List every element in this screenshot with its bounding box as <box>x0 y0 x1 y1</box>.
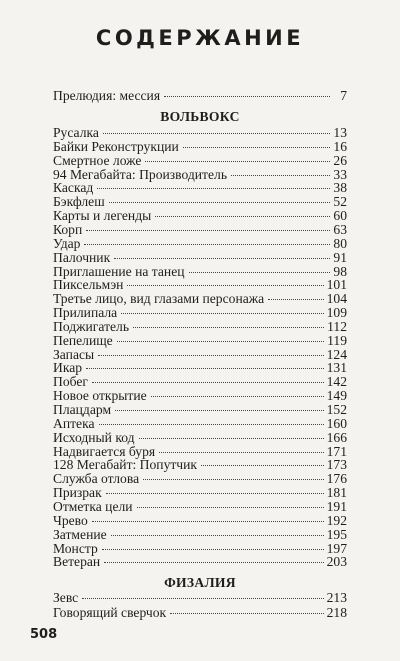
toc-entry-page: 52 <box>333 194 347 210</box>
dot-leader <box>121 313 323 314</box>
page-heading: СОДЕРЖАНИЕ <box>95 26 305 50</box>
toc-entry-title: Служба отлова <box>53 471 140 487</box>
toc-entry-title: 94 Мегабайта: Производитель <box>53 166 228 182</box>
toc-entry-page: 192 <box>326 512 347 528</box>
toc-entry-title: Карты и легенды <box>53 208 152 224</box>
dot-leader <box>98 355 323 356</box>
toc-entry-title: Байки Реконструкции <box>53 138 179 154</box>
toc-entry-title: Говорящий сверчок <box>53 605 167 620</box>
toc-entry-title: Исходный код <box>53 429 135 445</box>
toc-entry-title: Ветеран <box>53 554 101 570</box>
toc-entry-page: 119 <box>327 332 347 348</box>
toc-entry-title: Аптека <box>53 415 95 431</box>
section-title-physalia: ФИЗАЛИЯ <box>164 575 236 590</box>
dot-leader <box>104 562 323 563</box>
toc-entry-title: 128 Мегабайт: Попутчик <box>53 457 198 473</box>
dot-leader <box>99 424 324 425</box>
toc-entry-page: 63 <box>333 221 347 237</box>
dot-leader <box>164 96 330 97</box>
toc-entry-title: Пепелище <box>53 332 113 348</box>
dot-leader <box>133 327 324 328</box>
dot-leader <box>189 272 330 273</box>
dot-leader <box>106 493 324 494</box>
dot-leader <box>115 410 324 411</box>
dot-leader <box>111 535 324 536</box>
toc-entry-page: 98 <box>333 263 347 279</box>
dot-leader <box>102 549 324 550</box>
page-number: 508 <box>30 627 58 642</box>
toc-entry-title: Монстр <box>53 540 98 556</box>
toc-entry-title: Затмение <box>53 526 107 542</box>
toc-entry-title: Прелюдия: мессия <box>53 88 161 103</box>
dot-leader <box>92 382 324 383</box>
toc-entry-page: 131 <box>326 360 347 376</box>
toc-entry-title: Поджигатель <box>53 318 130 334</box>
toc-entry-title: Новое открытие <box>53 388 147 404</box>
toc-entry-page: 124 <box>326 346 347 362</box>
dot-leader <box>86 230 330 231</box>
dot-leader <box>139 438 324 439</box>
dot-leader <box>86 368 324 369</box>
toc-entry-page: 149 <box>326 388 347 404</box>
dot-leader <box>201 465 324 466</box>
dot-leader <box>82 598 323 599</box>
dot-leader <box>109 202 330 203</box>
toc-entry-title: Каскад <box>53 180 94 196</box>
toc-entry-page: 203 <box>326 554 347 570</box>
toc-entry-page: 173 <box>326 457 347 473</box>
toc-entry-title: Отметка цели <box>53 498 133 514</box>
toc-entry-page: 142 <box>326 374 347 390</box>
dot-leader <box>145 161 330 162</box>
dot-leader <box>143 479 324 480</box>
toc-entry-title: Смертное ложе <box>53 152 142 168</box>
toc-entry-title: Приглашение на танец <box>53 263 185 279</box>
dot-leader <box>84 244 330 245</box>
toc-entry-page: 195 <box>326 526 347 542</box>
toc-entry-page: 26 <box>333 152 347 168</box>
toc-entry-page: 166 <box>326 429 347 445</box>
dot-leader <box>137 507 324 508</box>
toc-entry-page: 38 <box>333 180 347 196</box>
toc-entry-page: 101 <box>326 277 347 293</box>
toc-entry-page: 181 <box>326 485 347 501</box>
dot-leader <box>155 216 330 217</box>
toc-entry-page: 112 <box>327 318 347 334</box>
toc-entry-page: 33 <box>333 166 347 182</box>
toc-entry-title: Плацдарм <box>53 402 112 417</box>
dot-leader <box>103 133 330 134</box>
dot-leader <box>151 396 324 397</box>
dot-leader <box>170 613 323 614</box>
toc-entry-page: 7 <box>340 88 347 103</box>
toc-entry-page: 171 <box>326 443 347 459</box>
toc-entry <box>53 553 347 571</box>
dot-leader <box>92 521 324 522</box>
dot-leader <box>231 175 330 176</box>
toc-entry-title: Прилипала <box>53 305 118 321</box>
toc-entry-page: 152 <box>326 402 347 417</box>
toc-entry-page: 60 <box>333 208 347 224</box>
toc-entry <box>53 604 347 622</box>
toc-entry-page: 176 <box>326 471 347 487</box>
toc-entry-page: 80 <box>333 235 347 251</box>
toc-entry-title: Икар <box>53 360 83 376</box>
section-title-volvox: ВОЛЬВОКС <box>160 109 240 124</box>
toc-entry-title: Побег <box>53 374 88 390</box>
toc-entry-page: 91 <box>333 249 347 265</box>
toc-entry-title: Чрево <box>53 512 88 528</box>
dot-leader <box>114 258 330 259</box>
toc-entry-title: Зевс <box>53 590 79 605</box>
toc-entry-title: Палочник <box>53 249 111 265</box>
toc-entry-title: Третье лицо, вид глазами персонажа <box>53 291 265 307</box>
toc-entry-page: 218 <box>326 605 347 620</box>
toc-entry-page: 13 <box>333 125 347 140</box>
toc-entry-title: Бэкфлеш <box>53 194 105 210</box>
toc-entry-page: 16 <box>333 138 347 154</box>
toc-entry-page: 109 <box>326 305 347 321</box>
toc-entry-title: Корп <box>53 221 83 237</box>
toc-entry-title: Запасы <box>53 346 95 362</box>
toc-entry-page: 104 <box>326 291 347 307</box>
toc-entry-page: 191 <box>326 498 347 514</box>
toc-entry-page: 197 <box>326 540 347 556</box>
toc-entry-title: Надвигается буря <box>53 443 156 459</box>
dot-leader <box>117 341 324 342</box>
toc-entry-title: Удар <box>53 235 81 251</box>
dot-leader <box>268 299 323 300</box>
toc-entry-title: Пиксельмэн <box>53 277 124 293</box>
dot-leader <box>183 147 330 148</box>
toc-entry-title: Русалка <box>53 125 99 140</box>
dot-leader <box>159 452 323 453</box>
toc-entry-page: 160 <box>326 415 347 431</box>
toc-entry-prelude <box>53 87 347 105</box>
dot-leader <box>97 188 330 189</box>
dot-leader <box>127 285 323 286</box>
toc-entry-title: Призрак <box>53 485 102 501</box>
toc-entry-page: 213 <box>326 590 347 605</box>
